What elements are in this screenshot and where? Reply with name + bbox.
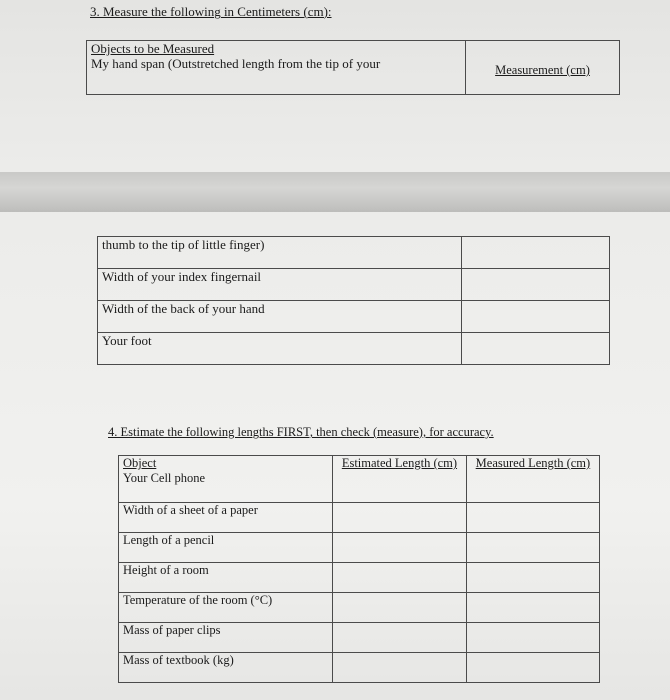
row-label: Width of a sheet of a paper [119,503,333,533]
row-label: Width of the back of your hand [98,301,462,333]
row-label: My hand span (Outstretched length from the tip of your [91,56,381,71]
measured-cell[interactable] [466,563,599,593]
table-cell [119,456,333,503]
row-label: thumb to the tip of little finger) [98,237,462,269]
estimate-cell[interactable] [333,563,467,593]
measurement-column-header-text: Measurement (cm) [495,63,590,77]
measured-cell[interactable] [466,503,599,533]
table-cell [87,41,466,95]
row-label: Mass of paper clips [119,623,333,653]
row-label: Width of your index fingernail [98,269,462,301]
row-label: Your foot [98,333,462,365]
object-column-header: Object [123,456,157,470]
table-row [119,563,600,593]
measurement-cell[interactable] [462,333,610,365]
estimated-length-header: Estimated Length (cm) [333,456,467,503]
row-label: Length of a pencil [119,533,333,563]
table-row [119,623,600,653]
table-row [119,533,600,563]
measured-cell[interactable] [466,533,599,563]
row-label: Your Cell phone [123,471,206,485]
estimate-cell[interactable] [333,593,467,623]
row-label: Height of a room [119,563,333,593]
section-4-heading: 4. Estimate the following lengths FIRST, then check (measure), for accuracy. [108,425,494,439]
table-row [119,653,600,683]
table-row [98,237,610,269]
section-3-heading: 3. Measure the following in Centimeters (cm): [90,4,332,19]
measurement-table [86,40,620,95]
measured-length-header: Measured Length (cm) [466,456,599,503]
measurement-column-header [466,41,620,95]
measured-cell[interactable] [466,623,599,653]
page-gap [0,172,670,212]
table-row [98,269,610,301]
measured-cell[interactable] [466,593,599,623]
row-label: Mass of textbook (kg) [119,653,333,683]
measurement-cell[interactable] [462,237,610,269]
table-row [119,456,600,503]
measurement-cell[interactable] [462,301,610,333]
measurement-cell[interactable] [462,269,610,301]
estimate-cell[interactable] [333,623,467,653]
objects-column-header: Objects to be Measured [91,41,215,56]
estimate-cell[interactable] [333,653,467,683]
table-row [98,301,610,333]
table-row [119,593,600,623]
row-label: Temperature of the room (°C) [119,593,333,623]
measurement-table-continued [97,236,610,365]
estimate-cell[interactable] [333,503,467,533]
estimate-table [118,455,600,683]
estimate-cell[interactable] [333,533,467,563]
table-row [98,333,610,365]
table-row [119,503,600,533]
measured-cell[interactable] [466,653,599,683]
table-row [87,41,620,95]
